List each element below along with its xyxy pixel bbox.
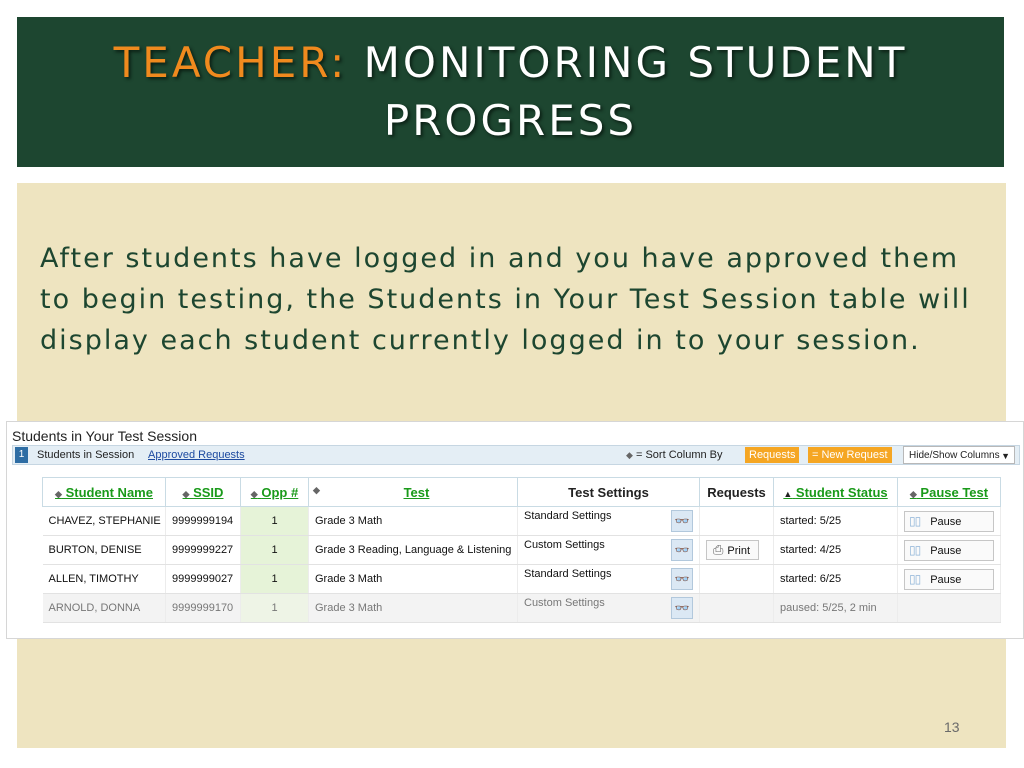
pause-button[interactable]: ▯▯ Pause (904, 511, 994, 532)
cell-opp: 1 (241, 565, 309, 594)
binoculars-icon[interactable]: 👓 (671, 510, 693, 532)
cell-student-status: started: 4/25 (774, 536, 898, 565)
binoculars-icon[interactable]: 👓 (671, 539, 693, 561)
pause-icon: ▯▯ (909, 571, 921, 586)
test-session-panel (6, 421, 1024, 639)
sort-asc-icon: ▲ (783, 488, 793, 499)
panel-title: Students in Your Test Session (12, 428, 197, 444)
cell-student-name: BURTON, DENISE (43, 536, 166, 565)
binoculars-icon[interactable]: 👓 (671, 597, 693, 619)
cell-ssid: 9999999170 (166, 594, 241, 623)
tab-students-in-session[interactable]: Students in Session (37, 449, 135, 461)
cell-ssid: 9999999194 (166, 507, 241, 536)
settings-label: Custom Settings (524, 597, 605, 609)
cell-opp: 1 (241, 536, 309, 565)
title-rest: MONITORING STUDENT (363, 38, 908, 87)
cell-student-name: ALLEN, TIMOTHY (43, 565, 166, 594)
title-accent: TEACHER: (113, 38, 348, 87)
pause-button[interactable]: ▯▯ Pause (904, 569, 994, 590)
sort-icon: ◆ (313, 484, 320, 495)
body-text: After students have logged in and you have approved them to begin testing, the Students in Your Test Session table will display each student currently logged in to your session. (40, 243, 971, 356)
legend-new-request: = New Request (808, 447, 892, 463)
cell-student-name: CHAVEZ, STEPHANIE (43, 507, 166, 536)
slide-title-line-2: PROGRESS (383, 96, 638, 145)
sort-hint (626, 446, 723, 464)
sort-icon: ◆ (182, 488, 190, 499)
header-test[interactable]: ◆ Test (309, 478, 518, 507)
header-requests: Requests (700, 478, 774, 507)
cell-test: Grade 3 Math (309, 594, 518, 623)
header-ssid[interactable]: ◆ SSID (166, 478, 241, 507)
pause-button[interactable]: ▯▯ Pause (904, 540, 994, 561)
page-number: 13 (944, 719, 960, 735)
cell-test: Grade 3 Reading, Language & Listening (309, 536, 518, 565)
cell-student-name: ARNOLD, DONNA (43, 594, 166, 623)
slide-title-line-1 (114, 34, 908, 92)
cell-student-status: started: 5/25 (774, 507, 898, 536)
tab-count-badge: 1 (15, 447, 28, 463)
table-header-row (43, 478, 1001, 507)
cell-test-settings (518, 594, 700, 623)
settings-label: Custom Settings (524, 539, 605, 551)
table-row (43, 536, 1001, 565)
cell-requests (700, 507, 774, 536)
table-row (43, 565, 1001, 594)
cell-pause (898, 536, 1001, 565)
table-row (43, 594, 1001, 623)
cell-opp: 1 (241, 594, 309, 623)
cell-student-status: paused: 5/25, 2 min (774, 594, 898, 623)
binoculars-icon[interactable]: 👓 (671, 568, 693, 590)
cell-requests (700, 594, 774, 623)
cell-pause (898, 594, 1001, 623)
printer-icon: ⎙ (713, 542, 724, 557)
cell-test: Grade 3 Math (309, 507, 518, 536)
title-band (17, 17, 1004, 167)
legend-requests-badge: Requests (745, 447, 799, 463)
sort-icon: ◆ (250, 488, 258, 499)
students-table (42, 477, 1001, 623)
panel-tab-bar (12, 445, 1020, 465)
pause-icon: ▯▯ (909, 542, 921, 557)
cell-pause (898, 507, 1001, 536)
tab-approved-requests[interactable]: Approved Requests (148, 449, 245, 461)
cell-requests (700, 565, 774, 594)
sort-hint-text: = Sort Column By (635, 449, 723, 461)
header-student-status[interactable]: ▲ Student Status (774, 478, 898, 507)
cell-test-settings (518, 536, 700, 565)
settings-label: Standard Settings (524, 510, 612, 522)
cell-test-settings (518, 507, 700, 536)
table-row (43, 507, 1001, 536)
hide-show-columns-select[interactable] (903, 446, 1015, 464)
header-student-name[interactable]: ◆ Student Name (43, 478, 166, 507)
cell-test-settings (518, 565, 700, 594)
cell-ssid: 9999999027 (166, 565, 241, 594)
sort-icon: ◆ (909, 488, 917, 499)
hide-show-label: Hide/Show Columns (909, 450, 1000, 461)
pause-icon: ▯▯ (909, 513, 921, 528)
print-request-button[interactable]: ⎙ Print (706, 540, 759, 560)
header-test-settings: Test Settings (518, 478, 700, 507)
cell-ssid: 9999999227 (166, 536, 241, 565)
sort-icon: ◆ (55, 488, 62, 499)
cell-opp: 1 (241, 507, 309, 536)
cell-student-status: started: 6/25 (774, 565, 898, 594)
chevron-down-icon: ▼ (1001, 451, 1010, 461)
settings-label: Standard Settings (524, 568, 612, 580)
cell-test: Grade 3 Math (309, 565, 518, 594)
cell-requests (700, 536, 774, 565)
cell-pause (898, 565, 1001, 594)
header-opp[interactable]: ◆ Opp # (241, 478, 309, 507)
sort-icon: ◆ (626, 450, 633, 460)
header-pause-test[interactable]: ◆ Pause Test (898, 478, 1001, 507)
